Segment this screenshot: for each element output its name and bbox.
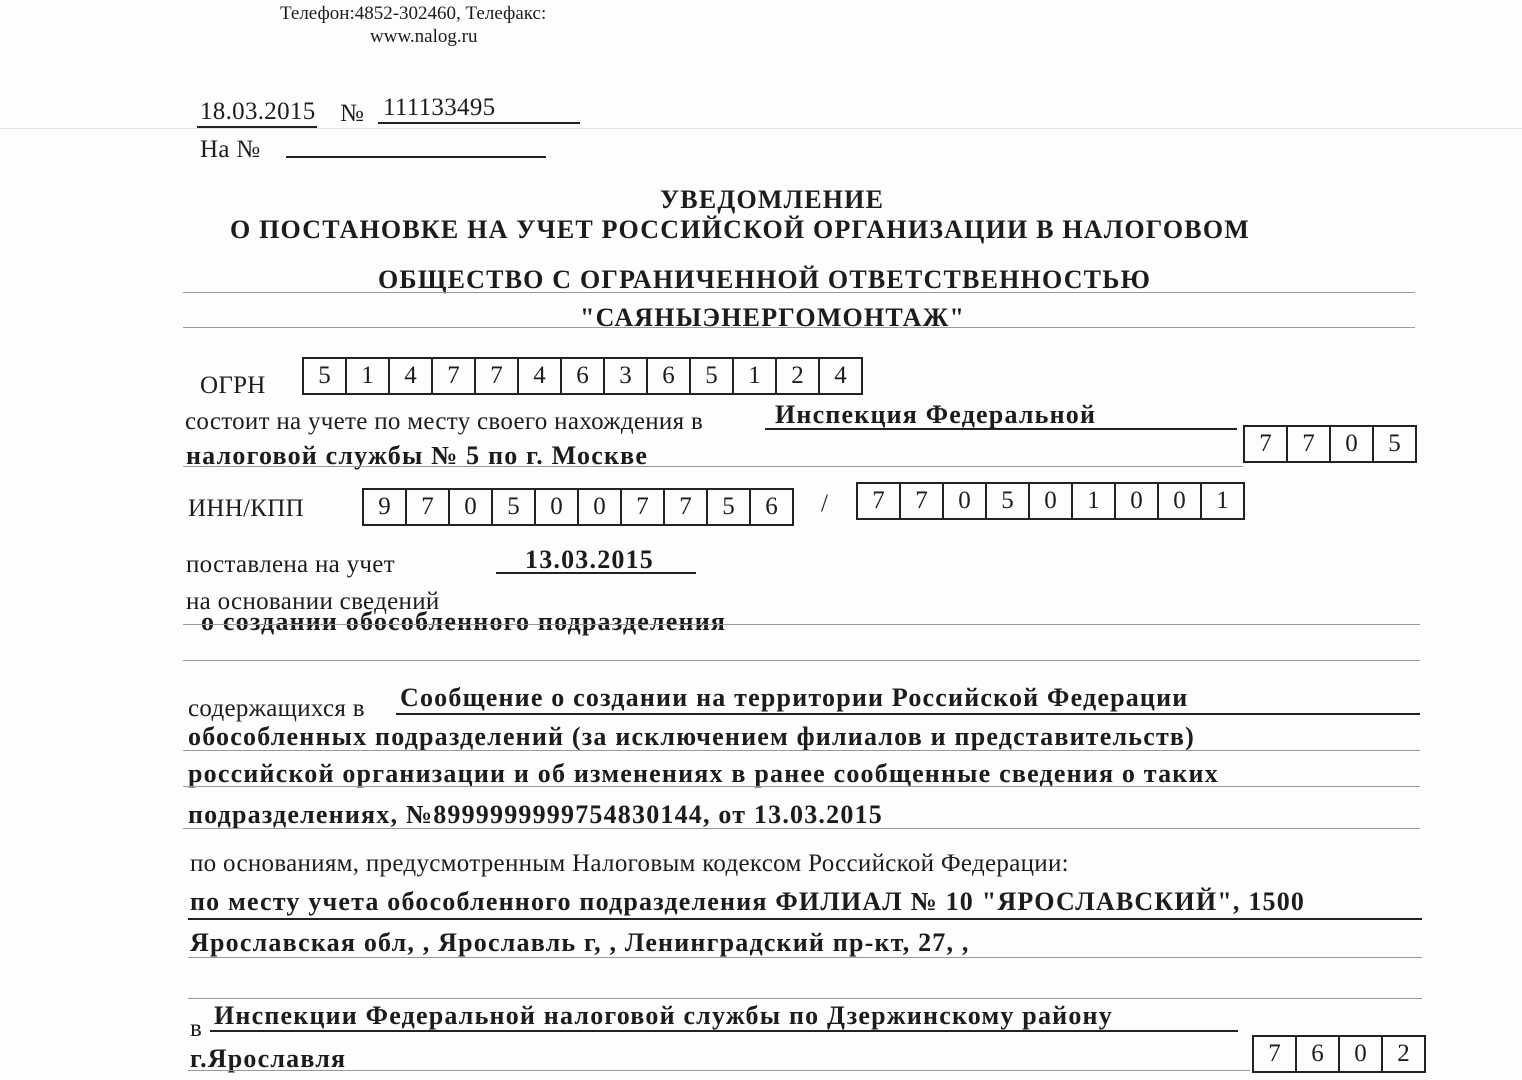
document-number: 111133495 [383,94,496,121]
document-date: 18.03.2015 [200,98,316,125]
kpp-digit: 5 [987,484,1030,518]
inspection-line1: Инспекции Федеральной налоговой службы по Дзержинскому району [214,1001,1113,1030]
inspection-code-digit: 0 [1340,1037,1383,1071]
inspection-code-cells [1252,1035,1426,1073]
grounds-label: по основаниям, предусмотренным Налоговым кодексом Российской Федерации: [190,850,1069,877]
kpp-digit: 0 [1030,484,1073,518]
rule [183,750,1420,751]
rule [183,660,1420,661]
contained-line2: обособленных подразделений (за исключением филиалов и представительств) [188,722,1196,751]
inn-kpp-separator: / [821,490,829,517]
scan-fold-line [0,128,1522,129]
ogrn-digit: 3 [605,359,648,393]
inspection-prefix: в [190,1015,203,1042]
kpp-digit: 7 [901,484,944,518]
authority-code-digit: 7 [1288,427,1331,461]
grounds-underline [188,918,1422,920]
kpp-digit: 1 [1073,484,1116,518]
reference-label: На № [200,136,261,163]
website: www.nalog.ru [370,26,478,47]
authority-code-digit: 0 [1331,427,1374,461]
ogrn-digit: 6 [562,359,605,393]
title-line2: О ПОСТАНОВКЕ НА УЧЕТ РОССИЙСКОЙ ОРГАНИЗАЦИИ В НАЛОГОВОМ [230,215,1250,244]
number-underline [378,122,580,124]
kpp-digit: 7 [858,484,901,518]
rule [188,1070,1250,1071]
contained-line3: российской организации и об изменениях в ранее сообщенные сведения о таких [188,759,1219,788]
rule [183,624,1420,625]
phone-line: Телефон:4852-302460, Телефакс: [280,3,547,24]
authority-code-digit: 5 [1388,430,1401,457]
registration-authority-line2: налоговой службы № 5 по г. Москве [186,441,649,470]
inn-digit: 5 [708,490,751,524]
kpp-digit: 0 [944,484,987,518]
inn-digit: 7 [665,490,708,524]
registered-date-underline [496,572,696,574]
inspection-code-digit: 6 [1297,1037,1340,1071]
contained-label: содержащихся в [188,695,365,722]
rule [183,466,1243,467]
ogrn-digit: 1 [734,359,777,393]
basis-label: на основании сведений [186,588,440,615]
registration-text: состоит на учете по месту своего нахождения в [185,408,704,435]
rule [188,957,1422,958]
inn-digit: 0 [579,490,622,524]
ogrn-digit: 5 [691,359,734,393]
ogrn-cells [302,357,863,395]
inn-digit: 7 [622,490,665,524]
contained-line4: подразделениях, №8999999999754830144, от 13.03.2015 [188,800,883,829]
ogrn-digit: 4 [390,359,433,393]
ogrn-digit: 1 [347,359,390,393]
inspection-line2: г.Ярославля [190,1044,347,1073]
inspection-code-digit: 2 [1397,1040,1410,1067]
kpp-digit: 1 [1216,487,1229,514]
rule [183,327,1415,328]
kpp-digit: 0 [1159,484,1202,518]
inn-digit: 0 [536,490,579,524]
basis-value: о создании обособленного подразделения [201,607,727,636]
inn-digit: 6 [765,493,778,520]
ogrn-label: ОГРН [200,372,266,399]
inspection-code-digit: 7 [1254,1037,1297,1071]
ogrn-digit: 4 [834,362,847,389]
rule [188,998,1422,999]
kpp-digit: 0 [1116,484,1159,518]
ogrn-digit: 6 [648,359,691,393]
grounds-line1: по месту учета обособленного подразделения ФИЛИАЛ № 10 "ЯРОСЛАВСКИЙ", 1500 [190,887,1306,916]
inspection-underline [210,1030,1238,1032]
inn-digit: 5 [493,490,536,524]
title-line1: УВЕДОМЛЕНИЕ [660,185,885,214]
ogrn-digit: 4 [519,359,562,393]
ogrn-digit: 2 [777,359,820,393]
date-underline [197,126,317,128]
authority-underline [765,428,1237,430]
contained-underline [396,713,1420,715]
grounds-line2: Ярославская обл, , Ярославль г, , Ленинградский пр-кт, 27, , [190,928,970,957]
registration-authority-line1: Инспекция Федеральной [775,400,1097,429]
rule [183,786,1420,787]
org-name-line2: "САЯНЫЭНЕРГОМОНТАЖ" [580,303,966,332]
ogrn-digit: 5 [304,359,347,393]
rule [183,292,1415,293]
reference-underline [286,156,546,158]
ogrn-digit: 7 [476,359,519,393]
authority-code-digit: 7 [1245,427,1288,461]
registered-date: 13.03.2015 [525,545,654,574]
org-name-line1: ОБЩЕСТВО С ОГРАНИЧЕННОЙ ОТВЕТСТВЕННОСТЬЮ [378,265,1152,294]
rule [183,828,1420,829]
ogrn-digit: 7 [433,359,476,393]
kpp-cells [856,482,1245,520]
registered-label: поставлена на учет [186,551,395,578]
inn-kpp-label: ИНН/КПП [188,495,304,522]
authority-code-cells [1243,425,1417,463]
inn-cells [362,488,794,526]
inn-digit: 0 [450,490,493,524]
inn-digit: 9 [364,490,407,524]
inn-digit: 7 [407,490,450,524]
number-label: № [340,100,365,127]
contained-line1: Сообщение о создании на территории Российской Федерации [400,683,1189,712]
